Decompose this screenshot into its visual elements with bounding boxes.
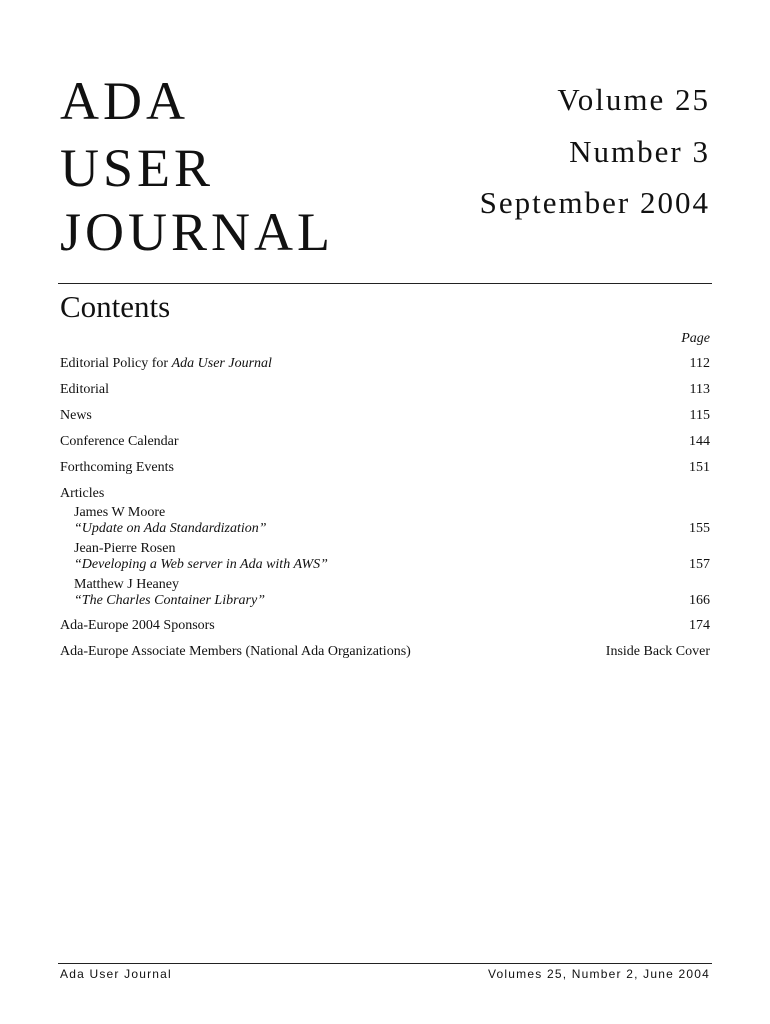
toc-entry-sponsors: [60, 614, 710, 640]
page-column-label: Page: [681, 331, 710, 346]
toc-entry-page: 144: [689, 434, 710, 449]
toc-entry-page: 174: [689, 618, 710, 633]
toc-entry-title: Ada-Europe Associate Members (National Ada Organizations): [60, 644, 411, 659]
table-of-contents: [60, 330, 710, 666]
toc-entry-editorial: [60, 378, 710, 404]
toc-entry-title: Editorial Policy for Ada User Journal: [60, 356, 272, 371]
toc-entry-associate-members: [60, 640, 710, 666]
toc-entry-page: 115: [689, 408, 710, 423]
article-title: “The Charles Container Library”: [74, 593, 265, 608]
footer-journal-name: Ada User Journal: [60, 967, 172, 981]
article-author: James W Moore: [74, 505, 166, 520]
toc-articles-heading: [60, 482, 710, 504]
toc-entry-title: Conference Calendar: [60, 434, 179, 449]
article-title: “Update on Ada Standardization”: [74, 521, 267, 536]
toc-entry-conference-calendar: [60, 430, 710, 456]
article-author: Jean-Pierre Rosen: [74, 541, 176, 556]
footer-issue-info: Volumes 25, Number 2, June 2004: [488, 967, 710, 981]
article-page: 155: [689, 521, 710, 536]
article-page: 166: [689, 593, 710, 608]
journal-name-italic: Ada User Journal: [171, 356, 272, 371]
article-title: “Developing a Web server in Ada with AWS”: [74, 557, 328, 572]
article-page: 157: [689, 557, 710, 572]
toc-entry-title: Forthcoming Events: [60, 460, 174, 475]
toc-entry-title: News: [60, 408, 92, 423]
toc-entry-page: 112: [689, 356, 710, 371]
toc-entry-title: Editorial: [60, 382, 109, 397]
contents-heading: Contents: [60, 289, 171, 324]
toc-entry-page: 151: [689, 460, 710, 475]
toc-entry-news: [60, 404, 710, 430]
toc-article: [60, 540, 710, 576]
journal-title-line-1: ADA: [60, 71, 189, 131]
volume-label: Volume 25: [557, 82, 710, 117]
toc-entry-title: Ada-Europe 2004 Sponsors: [60, 618, 215, 633]
footer-divider: [58, 963, 712, 964]
article-author: Matthew J Heaney: [74, 577, 179, 592]
toc-article: [60, 504, 710, 540]
journal-title-line-2: USER: [60, 138, 215, 198]
toc-entry-editorial-policy: [60, 352, 710, 378]
journal-title-line-3: JOURNAL: [60, 202, 335, 262]
toc-entry-page: 113: [689, 382, 710, 397]
toc-entry-page: Inside Back Cover: [605, 644, 710, 659]
header-divider: [58, 283, 712, 284]
toc-entry-forthcoming-events: [60, 456, 710, 482]
toc-article: [60, 576, 710, 612]
issue-date: September 2004: [479, 185, 710, 220]
number-label: Number 3: [569, 134, 710, 169]
articles-label: Articles: [60, 486, 105, 501]
